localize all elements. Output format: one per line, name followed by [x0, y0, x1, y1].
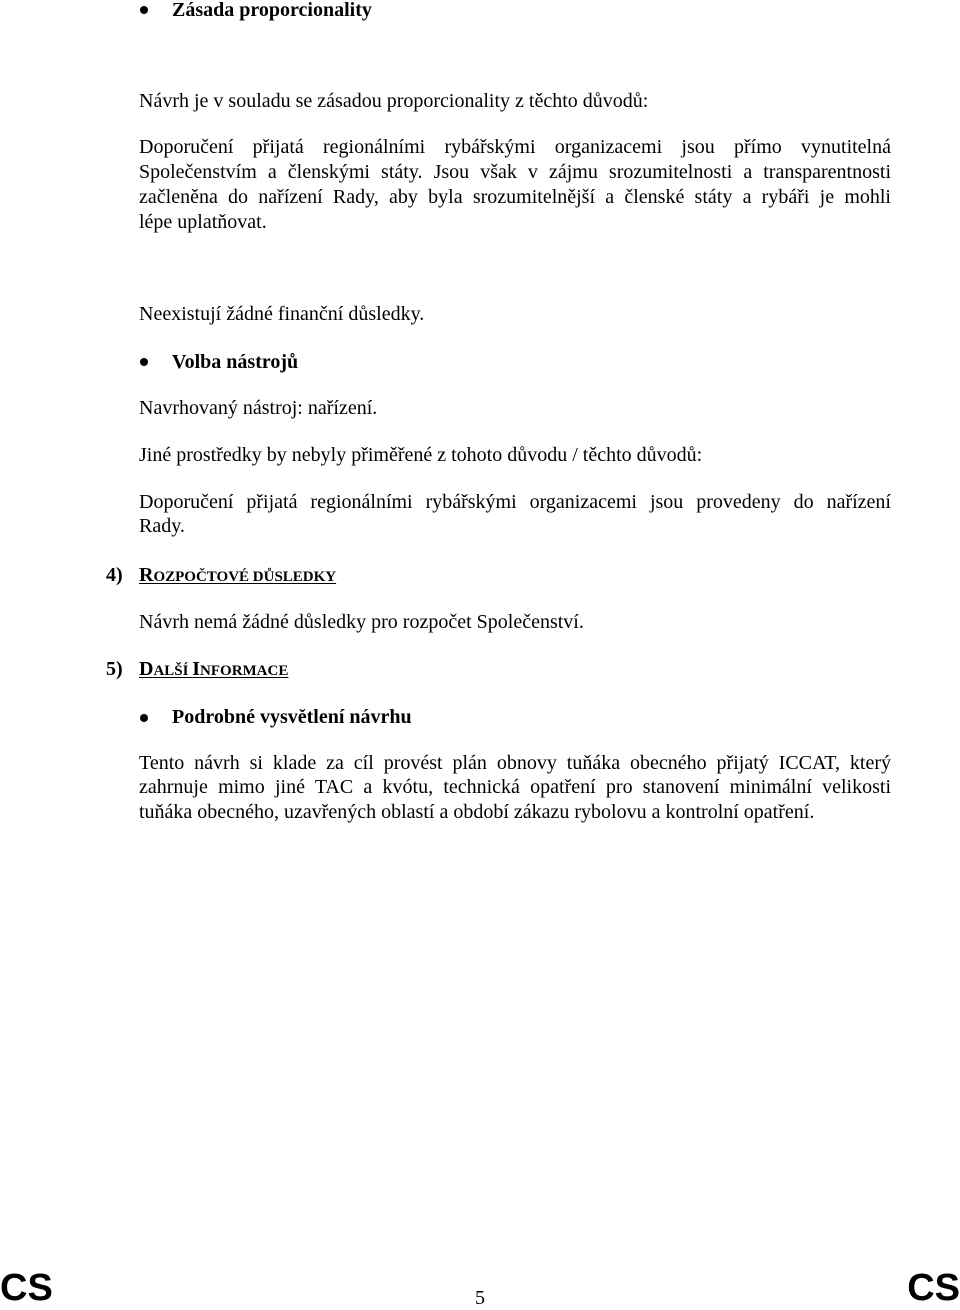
financial-note: Neexistují žádné finanční důsledky. [139, 303, 425, 325]
explanation-para-line: zahrnuje mimo jiné TAC a kvótu, technická opatření pro stanovení minimální velikosti [139, 776, 891, 798]
section-title-additional [139, 657, 288, 683]
bullet-icon [140, 6, 148, 14]
explanation-para-line: tuňáka obecného, uzavřených oblastí a období zákazu rybolovu a kontrolní opatření. [139, 801, 815, 823]
bullet-icon [140, 714, 148, 722]
proportionality-intro: Návrh je v souladu se zásadou proporcionality z těchto důvodů: [139, 90, 649, 112]
proportionality-para-line: lépe uplatňovat. [139, 211, 267, 233]
footer-language-right: CS [907, 1267, 960, 1309]
section-title-budget [139, 563, 336, 589]
proportionality-para-line: Doporučení přijatá regionálními rybářskými organizacemi jsou přímo vynutitelná [139, 136, 891, 158]
section-title-rest: NFORMACE [200, 663, 289, 679]
section-title-initial: R [139, 564, 154, 586]
heading-proportionality: Zásada proporcionality [172, 0, 372, 21]
proportionality-para-line: Společenstvím a členskými státy. Jsou však v zájmu srozumitelnosti a transparentnosti [139, 161, 891, 183]
proposed-instrument: Navrhovaný nástroj: nařízení. [139, 397, 378, 419]
section-title-initial: D [139, 658, 154, 680]
section-title-rest: OZPOČTOVÉ DŮSLEDKY [153, 569, 337, 585]
page-number: 5 [475, 1287, 485, 1309]
footer-language-left: CS [0, 1267, 53, 1309]
instruments-para-line: Rady. [139, 515, 185, 537]
explanation-para-line: Tento návrh si klade za cíl provést plán obnovy tuňáka obecného přijatý ICCAT, který [139, 752, 891, 774]
section-title-rest: ALŠÍ [153, 663, 193, 679]
section-title-initial: I [192, 658, 201, 680]
proportionality-para-line: začleněna do nařízení Rady, aby byla srozumitelnější a členské státy a rybáři je mohli [139, 186, 891, 208]
budget-text: Návrh nemá žádné důsledky pro rozpočet Společenství. [139, 611, 584, 633]
section-number-4: 4) [106, 564, 123, 586]
instruments-para-line: Doporučení přijatá regionálními rybářskými organizacemi jsou provedeny do nařízení [139, 491, 891, 513]
heading-instruments: Volba nástrojů [172, 351, 299, 373]
subheading-explanation: Podrobné vysvětlení návrhu [172, 706, 412, 728]
section-number-5: 5) [106, 658, 123, 680]
other-means: Jiné prostředky by nebyly přiměřené z tohoto důvodu / těchto důvodů: [139, 444, 703, 466]
bullet-icon [140, 358, 148, 366]
